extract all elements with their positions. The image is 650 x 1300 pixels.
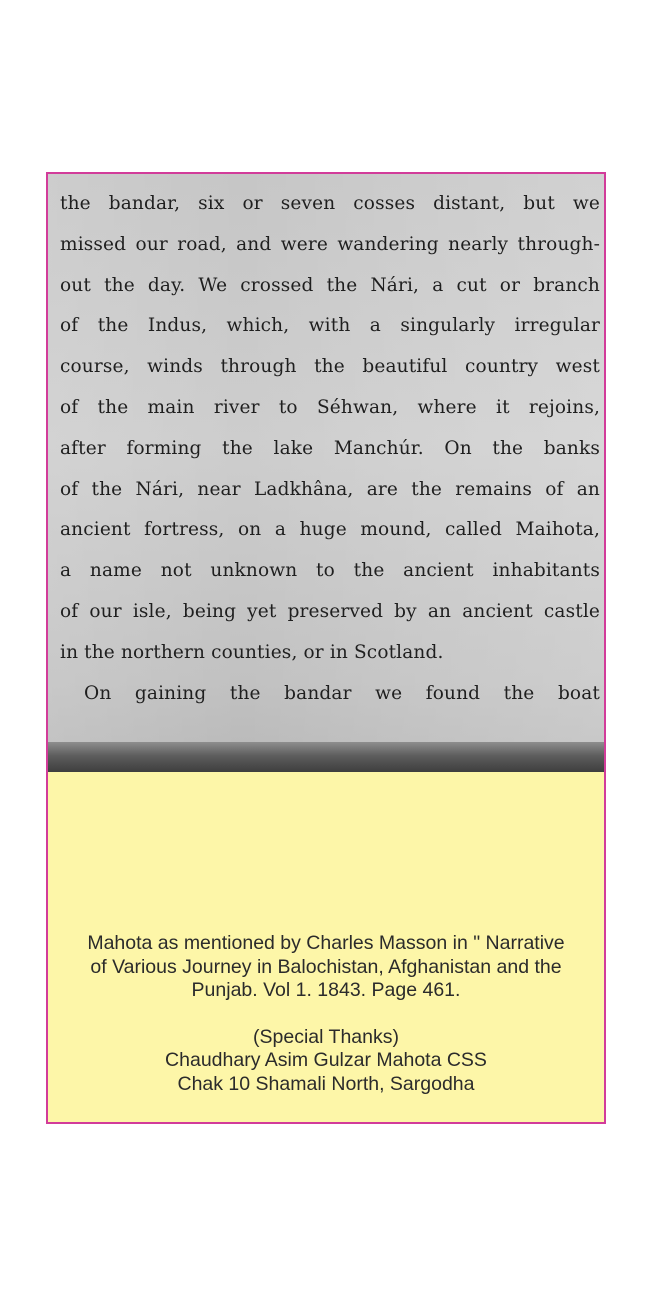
- scan-line: a name not unknown to the ancient inhabitants: [60, 560, 600, 582]
- caption-line: Mahota as mentioned by Charles Masson in " Narrative: [87, 932, 565, 954]
- scan-line: of the Indus, which, with a singularly irregular: [60, 315, 600, 337]
- scan-line: course, winds through the beautiful country west: [60, 356, 600, 378]
- scan-line: of our isle, being yet preserved by an ancient castle: [60, 600, 600, 622]
- caption-line: Punjab. Vol 1. 1843. Page 461.: [191, 979, 461, 1001]
- scan-line: the bandar, six or seven cosses distant, but we: [60, 193, 600, 214]
- scan-line: missed our road, and were wandering nearly through-: [60, 233, 600, 255]
- caption-block: [48, 932, 604, 1096]
- scan-line: out the day. We crossed the Nári, a cut or branch: [60, 274, 600, 296]
- scan-line: in the northern counties, or in Scotland.: [60, 641, 444, 663]
- scan-line: of the Nári, near Ladkhâna, are the remains of an: [60, 478, 600, 500]
- scan-line: ancient fortress, on a huge mound, called Maihota,: [60, 519, 600, 541]
- book-page-scan: [48, 174, 604, 772]
- special-thanks-label: (Special Thanks): [253, 1025, 399, 1048]
- scan-line: On gaining the bandar we found the boat: [84, 682, 600, 704]
- credit-name: Chaudhary Asim Gulzar Mahota CSS: [165, 1049, 487, 1071]
- caption-line: of Various Journey in Balochistan, Afghanistan and the: [90, 955, 562, 978]
- page-frame: [46, 172, 606, 1124]
- scan-line: of the main river to Séhwan, where it rejoins,: [60, 396, 600, 418]
- credit-address: Chak 10 Shamali North, Sargodha: [177, 1072, 475, 1095]
- scanned-text-block: [60, 184, 600, 714]
- scan-line: after forming the lake Manchúr. On the banks: [60, 437, 600, 459]
